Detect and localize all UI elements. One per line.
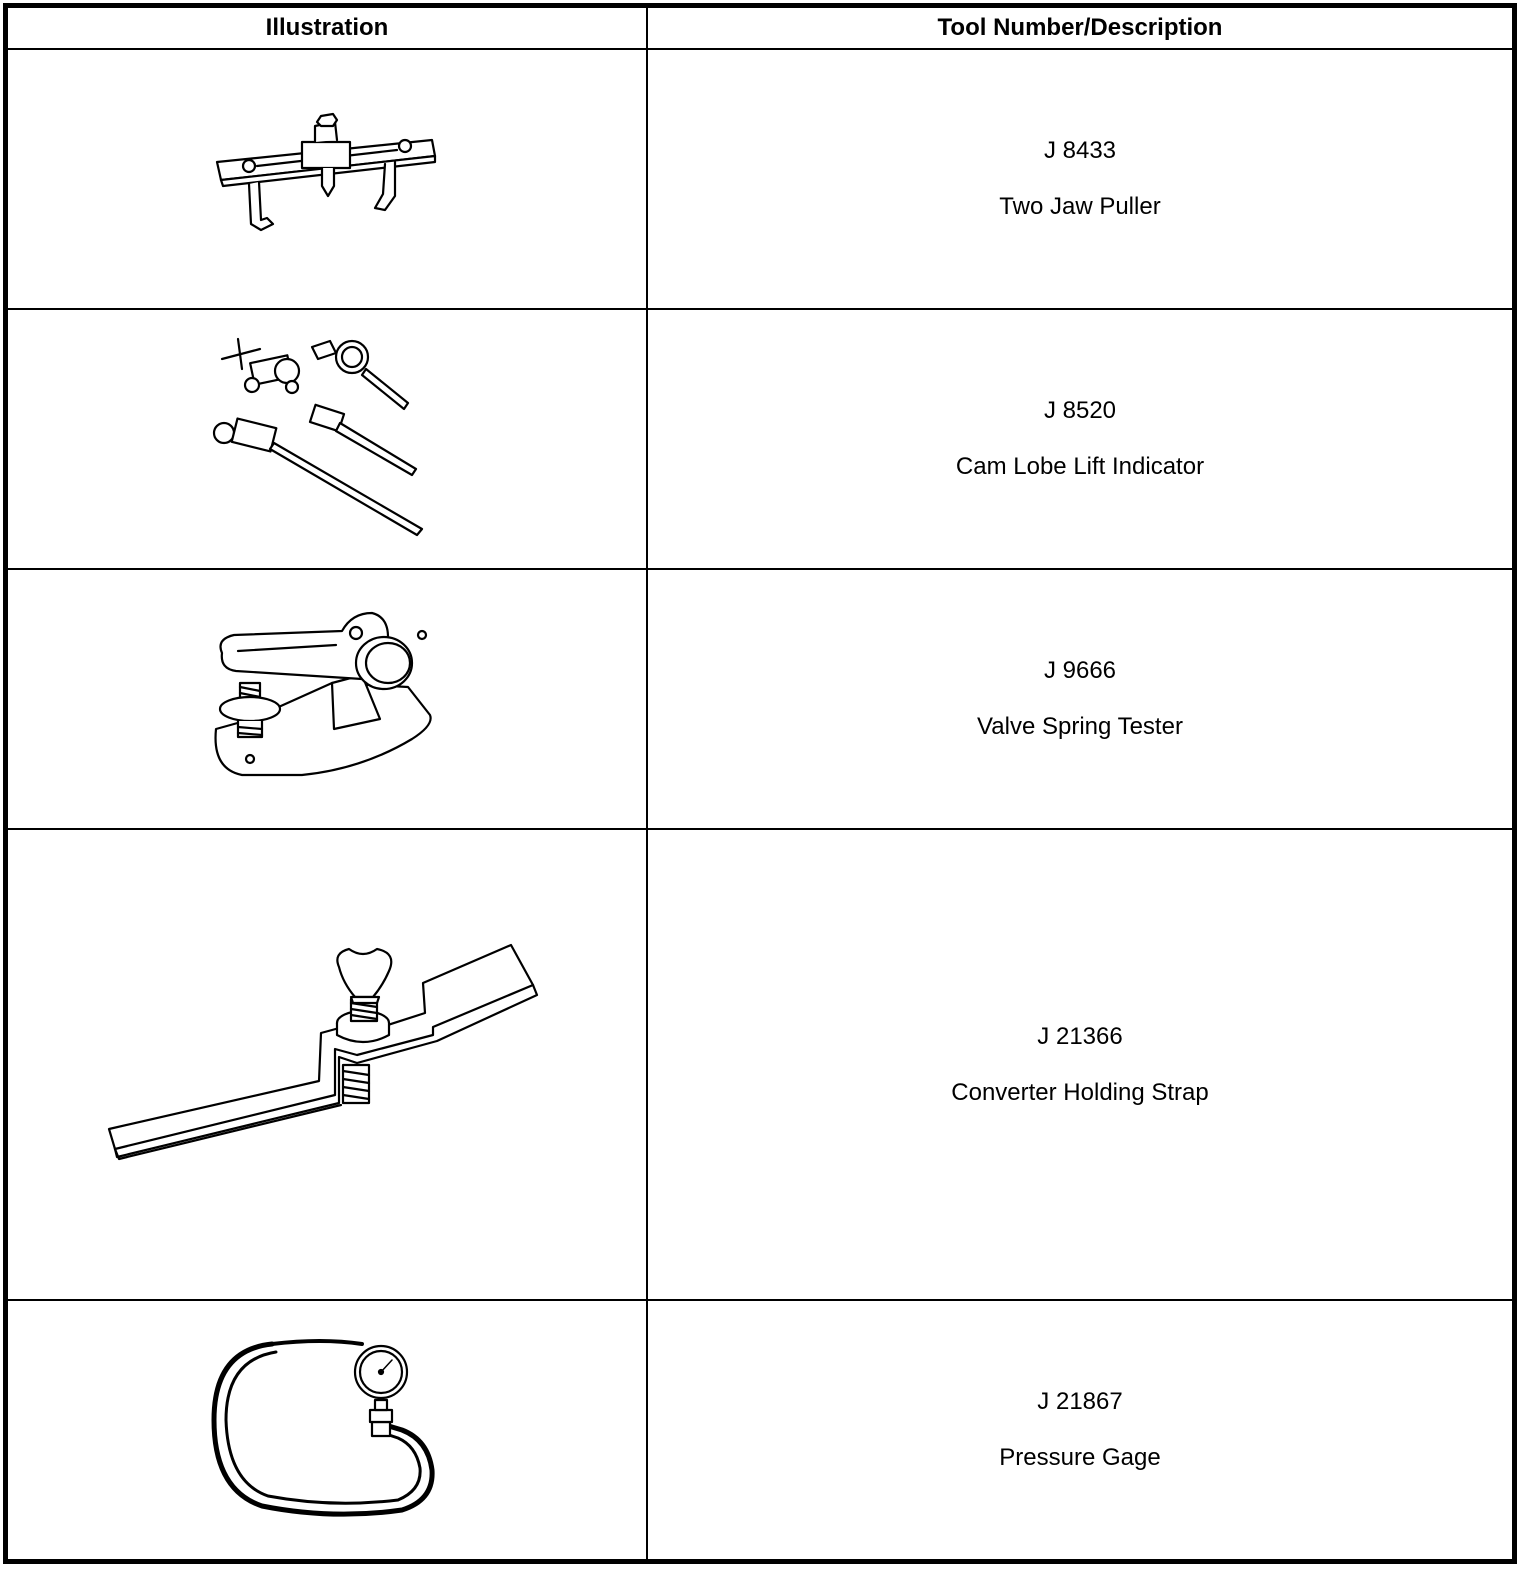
tool-description: Converter Holding Strap — [951, 1078, 1209, 1106]
table-row — [7, 309, 1513, 569]
tool-number: J 8433 — [1043, 137, 1117, 164]
header-tool-number-description: Tool Number/Description — [647, 7, 1513, 49]
illustration-cell — [7, 309, 647, 569]
description-cell — [647, 49, 1513, 309]
valve-spring-tester-icon — [212, 609, 442, 789]
two-jaw-puller-icon — [197, 114, 457, 244]
description-cell — [647, 1300, 1513, 1560]
tool-number: J 21366 — [1037, 1022, 1123, 1050]
table-row — [7, 829, 1513, 1300]
tool-description: Cam Lobe Lift Indicator — [955, 453, 1205, 480]
description-cell — [647, 569, 1513, 829]
tool-description: Pressure Gage — [999, 1444, 1161, 1471]
header-illustration: Illustration — [7, 7, 647, 49]
tool-number: J 8520 — [1043, 397, 1117, 424]
tool-number: J 21867 — [1037, 1388, 1123, 1415]
tool-description: Valve Spring Tester — [977, 713, 1183, 740]
illustration-cell — [7, 1300, 647, 1560]
table-row — [7, 569, 1513, 829]
tool-description: Two Jaw Puller — [999, 193, 1161, 220]
converter-holding-strap-icon — [107, 945, 547, 1185]
description-cell — [647, 309, 1513, 569]
illustration-cell — [7, 49, 647, 309]
table-row — [7, 49, 1513, 309]
illustration-cell — [7, 829, 647, 1300]
description-cell — [647, 829, 1513, 1300]
illustration-cell — [7, 569, 647, 829]
cam-lobe-lift-indicator-icon — [212, 339, 442, 539]
table-row — [7, 1300, 1513, 1560]
pressure-gage-icon — [212, 1340, 442, 1520]
tool-table — [6, 6, 1514, 1561]
tool-number: J 9666 — [1043, 657, 1117, 684]
header-row — [7, 7, 1513, 49]
